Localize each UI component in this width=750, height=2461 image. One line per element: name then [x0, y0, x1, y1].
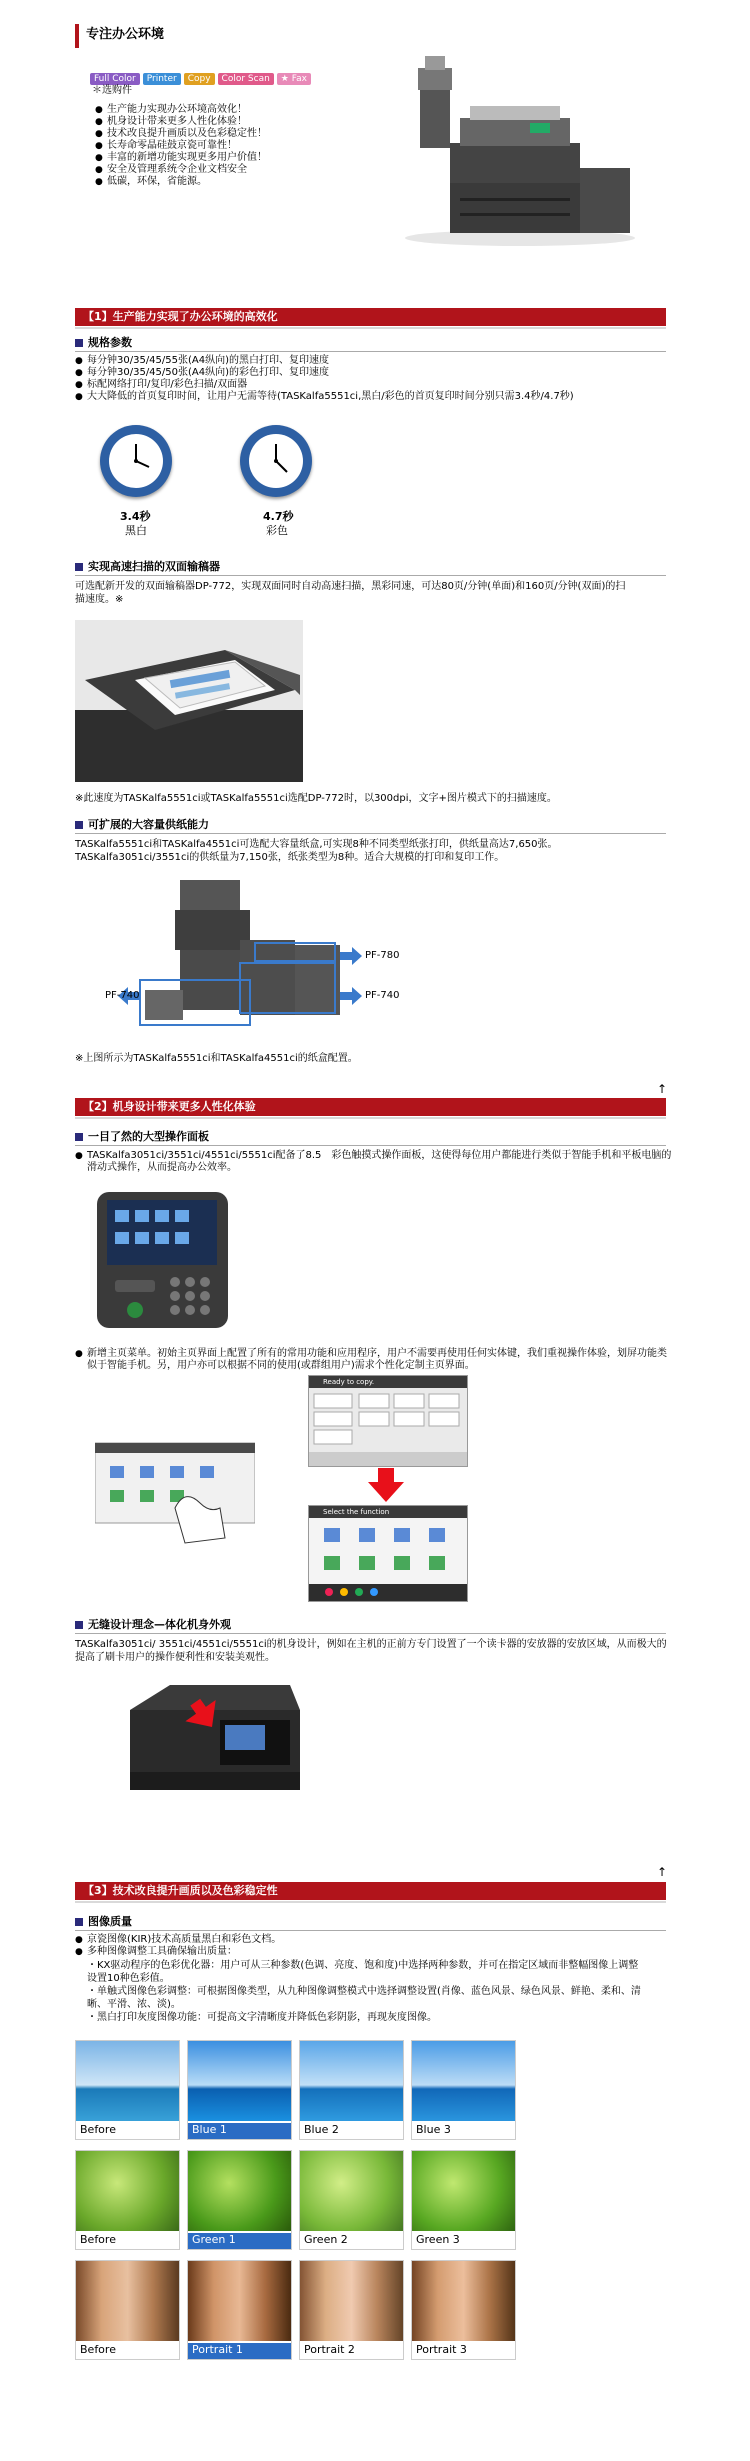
panel-text: ● TASKalfa3051ci/3551ci/4551ci/5551ci配备了8.5 彩色触摸式操作面板，这使得每位用户都能进行类似于智能手机和平板电脑的滑动式操作，从而提高办公效率。: [75, 1150, 675, 1174]
sample-before: Before: [75, 2040, 180, 2140]
clock-time-color: 4.7秒: [263, 510, 294, 523]
spec-item: ● 每分钟30/35/45/50张(A4纵向)的彩色打印、复印速度: [75, 367, 675, 379]
divider: [75, 1633, 666, 1634]
quality-list: [75, 1934, 675, 1958]
card-text: TASKalfa3051ci/ 3551ci/4551ci/5551ci的机身设计，例如在主机的正前方专门设置了一个读卡器的安放器的安放区域，从而极大的提高了刷卡用户的操作便利性和安装美观性。: [75, 1639, 667, 1663]
quality-item: ● 多种图像调整工具确保输出质量：: [75, 1946, 675, 1958]
tag-copy: Copy: [184, 73, 215, 85]
tag-fax: ★ Fax: [277, 73, 311, 85]
pf780-label: PF-780: [365, 950, 400, 961]
quality-title: 图像质量: [75, 1915, 132, 1929]
clock-mode-color: 彩色: [266, 524, 288, 537]
feature-item: ● 长寿命零晶硅鼓京瓷可靠性！: [95, 140, 335, 152]
quality-sub-item: ・单触式图像色彩调整：可根据图像类型，从九种图像调整模式中选择调整设置(肖像、蓝色风景、绿色风景、鲜艳、柔和、清晰、平滑、浓、淡)。: [87, 1986, 641, 2010]
feature-item: ● 丰富的新增功能实现更多用户价值！: [95, 152, 335, 164]
feature-item: ● 低碳，环保，省能源。: [95, 176, 335, 188]
home-screen-swipe-image: [95, 1438, 255, 1548]
feature-item: ● 机身设计带来更多人性化体验！: [95, 116, 335, 128]
spec-item: ● 每分钟30/35/45/55张(A4纵向)的黑白打印、复印速度: [75, 355, 675, 367]
sample-portrait-1: Portrait 1: [187, 2260, 292, 2360]
feature-list: [95, 104, 335, 188]
sample-green-1: Green 1: [187, 2150, 292, 2250]
quality-sub-item: ・KX驱动程序的色彩优化器：用户可从三种参数(色调、亮度、饱和度)中选择两种参数，并可在指定区域而非整幅图像上调整设置10种色彩值。: [87, 1960, 639, 1984]
screen-func-label: Select the function: [309, 1506, 467, 1518]
function-tags: [90, 66, 314, 85]
feature-item: ● 安全及管理系统令企业文档安全: [95, 164, 335, 176]
back-to-top-icon[interactable]: ↑: [657, 1865, 668, 1879]
tag-full-color: Full Color: [90, 73, 140, 85]
quality-sub-list: [87, 1959, 647, 2024]
quality-item: ● 京瓷图像(KIR)技术高质量黑白和彩色文档。: [75, 1934, 675, 1946]
panel-list: [75, 1150, 675, 1174]
quality-sub-item: ・黑白打印灰度图像功能：可提高文字清晰度并降低色彩阴影，再现灰度图像。: [87, 2012, 437, 2023]
sample-portrait-3: Portrait 3: [411, 2260, 516, 2360]
feature-item: ● 技术改良提升画质以及色彩稳定性！: [95, 128, 335, 140]
sample-portrait-2: Portrait 2: [299, 2260, 404, 2360]
feature-item: ● 生产能力实现办公环境高效化！: [95, 104, 335, 116]
spec-item: ● 标配网络打印/复印/彩色扫描/双面器: [75, 379, 675, 391]
card-reader-image: [130, 1680, 300, 1790]
paper-title: 可扩展的大容量供纸能力: [75, 818, 209, 832]
section1-bar: 【1】生产能力实现了办公环境的高效化: [75, 308, 666, 326]
spec-item: ● 大大降低的首页复印时间，让用户无需等待(TASKalfa5551ci,黑白/彩色的首页复印时间分别只需3.4秒/4.7秒): [75, 391, 675, 403]
sample-green-3: Green 3: [411, 2150, 516, 2250]
pf740-left-label: PF-740: [105, 990, 140, 1001]
panel-title: 一目了然的大型操作面板: [75, 1130, 209, 1144]
paper-note: ※上图所示为TASKalfa5551ci和TASKalfa4551ci的纸盒配置。: [75, 1053, 358, 1064]
divider: [75, 1930, 666, 1931]
printer-product-image: [400, 48, 640, 248]
clock-icon-color: [240, 425, 312, 497]
ready-to-copy-screen: [308, 1375, 468, 1467]
optional-note: ＊选购件: [92, 85, 132, 96]
scan-text: 可选配新开发的双面输稿器DP-772，实现双面同时自动高速扫描，黑彩同速，可达80页/分钟(单面)和160页/分钟(双面)的扫描速度。※: [75, 581, 626, 605]
sample-before: Before: [75, 2260, 180, 2360]
sample-blue-1: Blue 1: [187, 2040, 292, 2140]
scan-note: ※此速度为TASKalfa5551ci或TASKalfa5551ci选配DP-772时，以300dpi，文字+图片模式下的扫描速度。: [75, 793, 557, 804]
screen-ready-label: Ready to copy.: [309, 1376, 467, 1388]
control-panel-image: [95, 1190, 230, 1330]
tag-color-scan: Color Scan: [218, 73, 274, 85]
pf740-right-label: PF-740: [365, 990, 400, 1001]
home-list: [75, 1348, 675, 1372]
spec-list: [75, 355, 675, 403]
section2-bar: 【2】机身设计带来更多人性化体验: [75, 1098, 666, 1116]
back-to-top-icon[interactable]: ↑: [657, 1082, 668, 1096]
select-function-screen: [308, 1505, 468, 1602]
sample-blue-3: Blue 3: [411, 2040, 516, 2140]
scan-title: 实现高速扫描的双面输稿器: [75, 560, 220, 574]
section3-bar: 【3】技术改良提升画质以及色彩稳定性: [75, 1882, 666, 1900]
divider: [75, 1145, 666, 1146]
clock-mode-mono: 黑白: [125, 524, 147, 537]
card-title: 无缝设计理念—体化机身外观: [75, 1618, 231, 1632]
sample-blue-2: Blue 2: [299, 2040, 404, 2140]
divider: [75, 575, 666, 576]
divider: [75, 351, 666, 352]
sample-green-2: Green 2: [299, 2150, 404, 2250]
divider: [75, 833, 666, 834]
down-arrow-icon: [368, 1468, 404, 1502]
home-text: ● 新增主页菜单。初始主页界面上配置了所有的常用功能和应用程序，用户不需要再使用任何实体键，我们重视操作体验，划屏功能类似于智能手机。另，用户亦可以根据不同的使用(或群组用户)需求个性化定制主页界面。: [75, 1348, 675, 1372]
clock-icon-mono: [100, 425, 172, 497]
sample-before: Before: [75, 2150, 180, 2250]
clock-time-mono: 3.4秒: [120, 510, 151, 523]
paper-text: TASKalfa5551ci和TASKalfa4551ci可选配大容量纸盒,可实现8种不同类型纸张打印，供纸量高达7,650张。TASKalfa3051ci/3551ci的供纸量为7,150张，纸张类型为8种。适合大规模的打印和复印工作。: [75, 839, 558, 863]
tag-printer: Printer: [143, 73, 181, 85]
header-title: 专注办公环境: [86, 27, 165, 42]
header-accent: [75, 24, 79, 48]
document-feeder-image: [75, 620, 303, 782]
spec-title: 规格参数: [75, 336, 132, 350]
